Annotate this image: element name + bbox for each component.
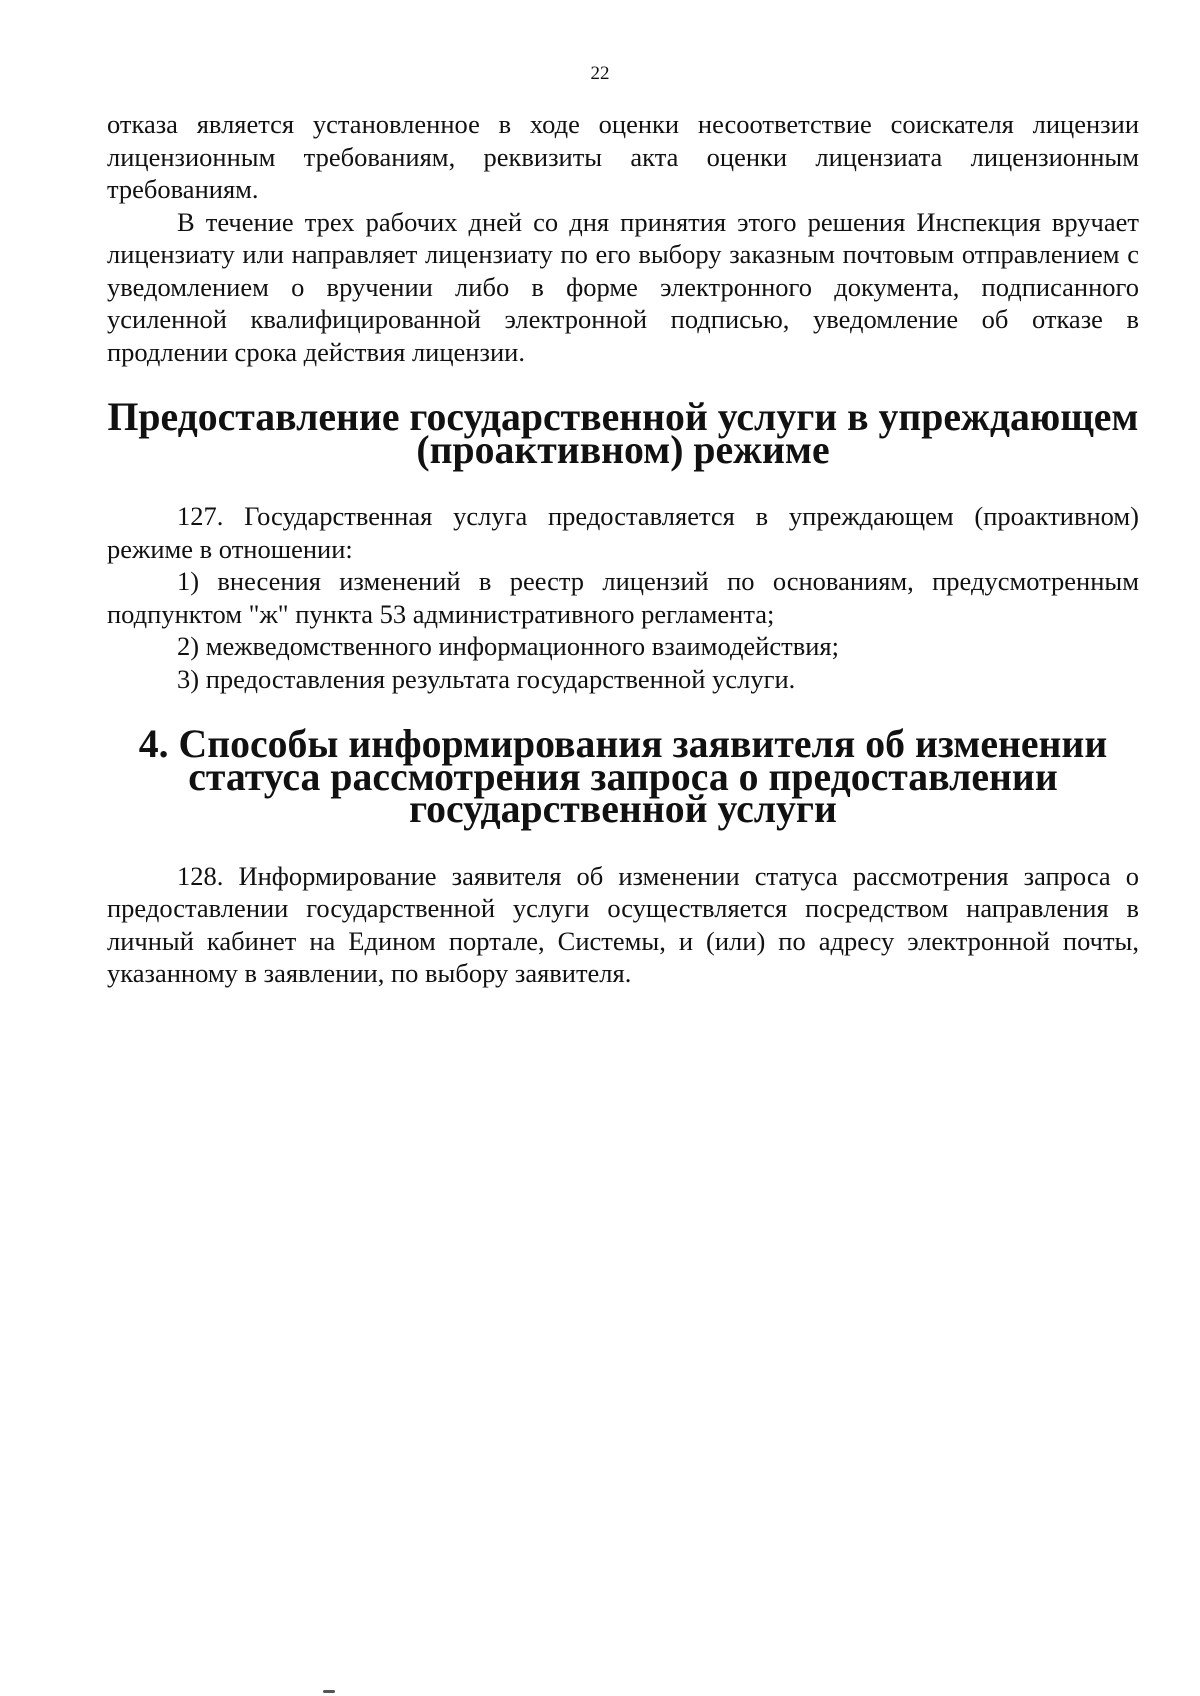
- scan-artifact: [323, 1690, 335, 1693]
- document-body: [107, 108, 1139, 990]
- paragraph-continuation: отказа является установленное в ходе оценки несоответствие соискателя лицензии лицензионным требованиям, реквизиты акта оценки лицензиата лицензионным требованиям.: [107, 109, 1139, 204]
- section-heading-informing: [107, 722, 1139, 831]
- list-item-127-2: 2) межведомственного информационного взаимодействия;: [177, 631, 839, 661]
- section-heading-informing-text: 4. Способы информирования заявителя об изменении статуса рассмотрения запроса о предоставлении государственной услуги: [138, 722, 1108, 831]
- page-number: 22: [590, 63, 610, 84]
- paragraph-128: 128. Информирование заявителя об изменении статуса рассмотрения запроса о предоставлении государственной услуги осуществляется посредством направления в личный кабинет на Едином портале, Системы, и (или) по адресу электронной почты, указанному в заявлении, по выбору заявителя.: [107, 860, 1139, 988]
- paragraph-127: 127. Государственная услуга предоставляется в упреждающем (проактивном) режиме в отношении:: [107, 501, 1139, 564]
- section-heading-proactive: [107, 395, 1139, 472]
- list-item-127-3: 3) предоставления результата государственной услуги.: [177, 663, 796, 694]
- list-item-127-1: 1) внесения изменений в реестр лицензий по основаниям, предусмотренным подпунктом "ж" пункта 53 административного регламента;: [107, 566, 1139, 629]
- paragraph-refusal-notice: В течение трех рабочих дней со дня принятия этого решения Инспекция вручает лицензиату или направляет лицензиату по его выбору заказным почтовым отправлением с уведомлением о вручении либо в форме электронного документа, подписанного усиленной квалифицированной электронной подписью, уведомление об отказе в продлении срока действия лицензии.: [107, 206, 1139, 367]
- section-heading-proactive-text: Предоставление государственной услуги в упреждающем (проактивном) режиме: [107, 395, 1139, 472]
